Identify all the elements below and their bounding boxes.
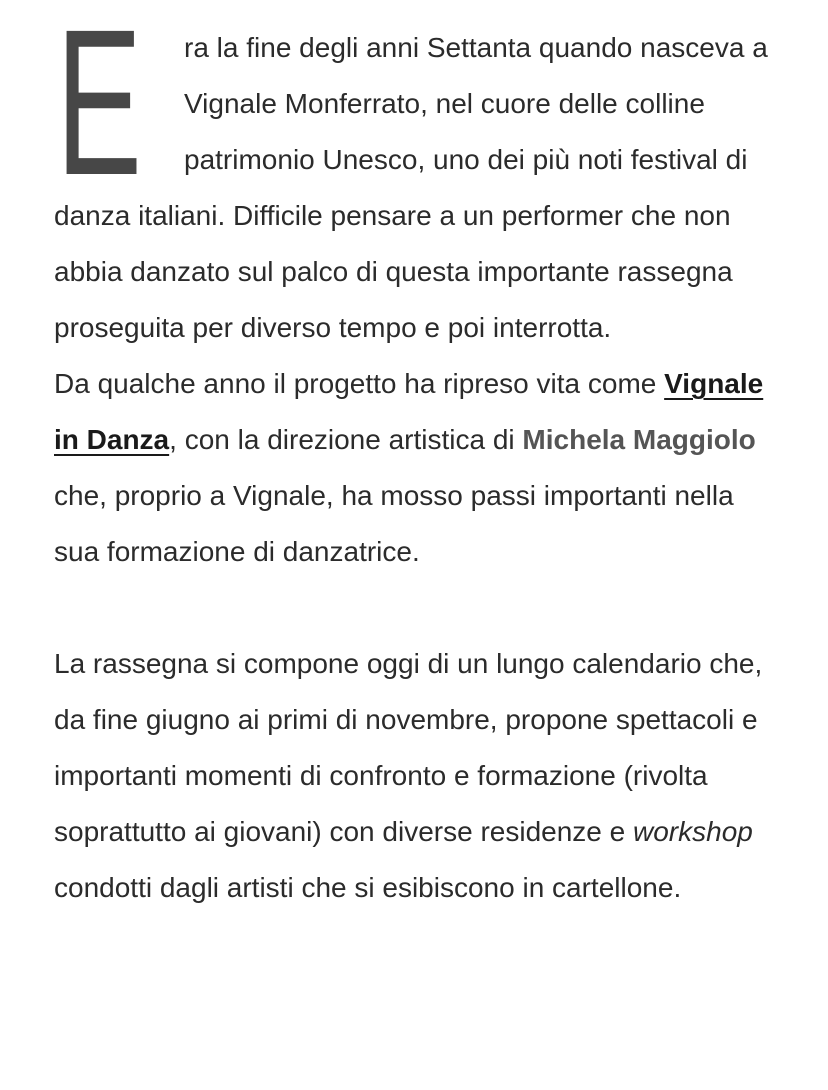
director-name: Michela Maggiolo [522, 424, 756, 455]
paragraph-program-end: condotti dagli artisti che si esibiscono in cartellone. [54, 872, 682, 903]
workshop-emphasis: workshop [633, 816, 753, 847]
paragraph-project-end: che, proprio a Vignale, ha mosso passi importanti nella sua formazione di danzatrice. [54, 480, 734, 567]
paragraph-project [54, 356, 780, 580]
paragraph-intro [54, 0, 780, 356]
paragraph-project-intro: Da qualche anno il progetto ha ripreso vita come [54, 368, 665, 399]
vignale-in-danza-link[interactable]: Vignale in Danza [54, 368, 764, 455]
paragraph-intro-text: ra la fine degli anni Settanta quando nasceva a Vignale Monferrato, nel cuore delle colline patrimonio Unesco, uno dei più noti festival di danza italiani. Difficile pensare a un performer che non abbia danzato sul palco di questa importante rassegna proseguita per diverso tempo e poi interrotta. [54, 32, 768, 343]
drop-cap: E [56, 0, 143, 219]
paragraph-program [54, 636, 780, 916]
paragraph-program-start: La rassegna si compone oggi di un lungo calendario che, da fine giugno ai primi di novembre, propone spettacoli e importanti momenti di confronto e formazione (rivolta soprattutto ai giovani) con diverse residenze e [54, 648, 763, 847]
paragraph-project-middle: , con la direzione artistica di [169, 424, 523, 455]
